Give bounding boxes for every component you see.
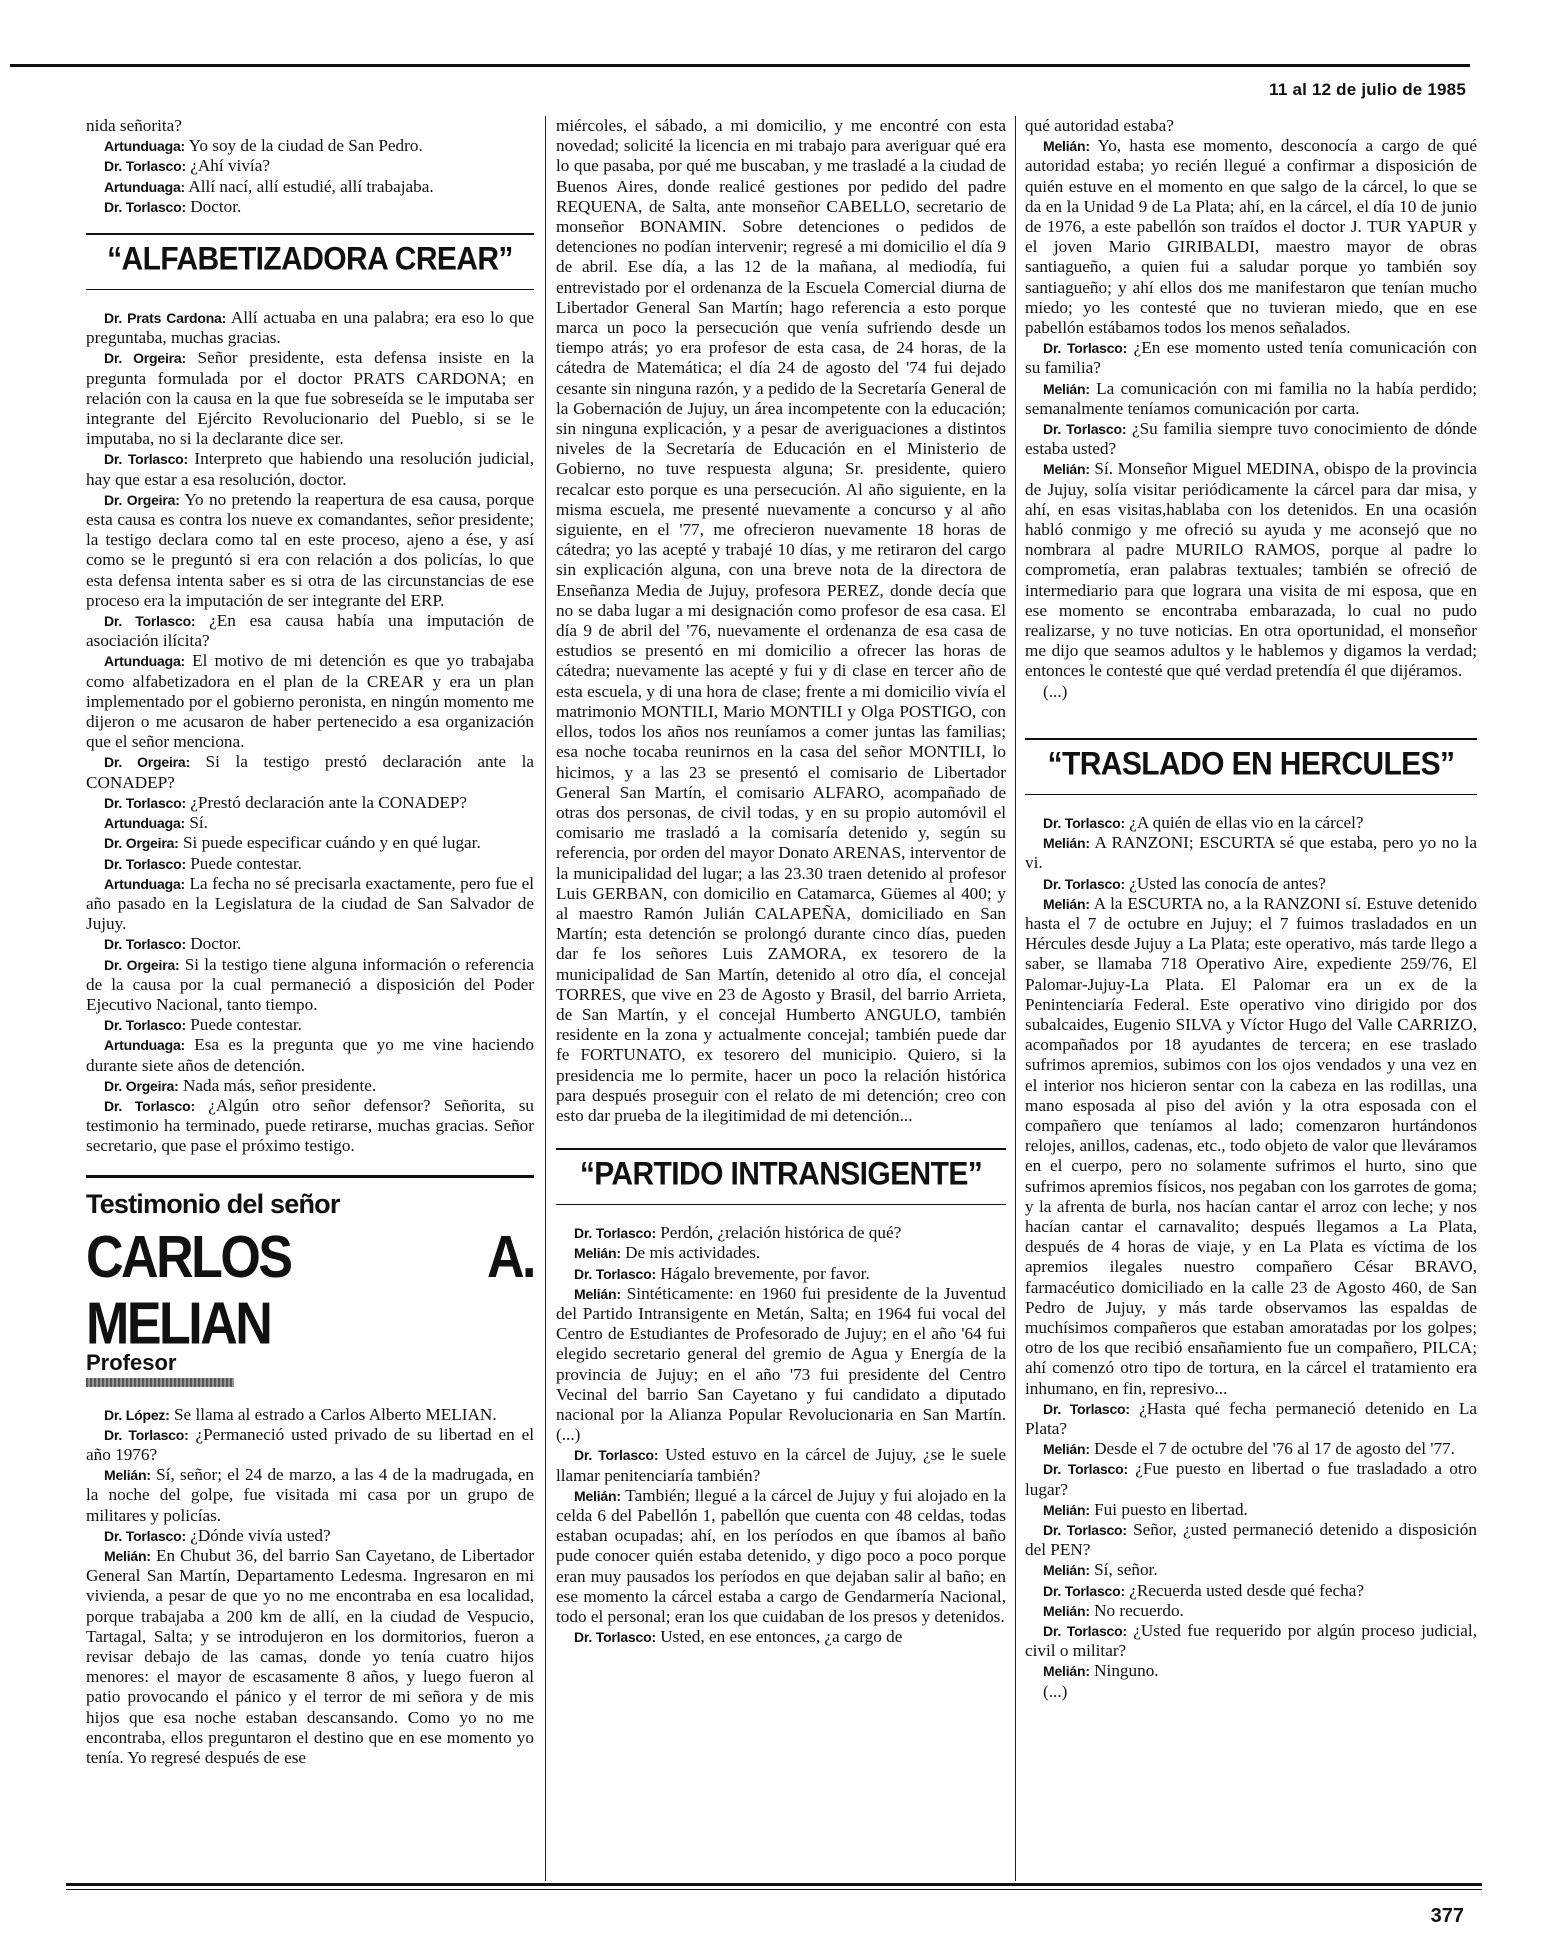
paragraph-text: ¿Permaneció usted privado de su libertad en el año 1976?: [86, 1424, 534, 1464]
speaker-name: Dr. Torlasco:: [104, 198, 186, 215]
paragraph: [86, 1425, 534, 1465]
section-header: [556, 1148, 1006, 1205]
paragraph-text: ¿Prestó declaración ante la CONADEP?: [185, 792, 468, 812]
paragraph-text: De mis actividades.: [620, 1243, 761, 1263]
paragraph-text: En Chubut 36, del barrio San Cayetano, de Libertador General San Martín, Departamento Ledesma. Ingresaron en mi vivienda, a pesar de que yo no me encontraba en esa localidad, porque trabajaba a 200 km de allí, en la ciudad de Vespucio, Tartagal, Salta; y se introdujeron en los dormitorios, fueron a revisar debajo de las camas, donde yo tenía cuatro hijos menores: el mayor de escasamente 8 años, y luego fueron al patio provocando el pánico y el terror de mi señora y de mis hijos que esa noche estaban descansando. Como yo no me encontraba, ellos preguntaron el destino que en ese momento yo tenía. Yo regresé después de ese: [86, 1545, 534, 1767]
paragraph: [86, 490, 534, 611]
header-date: 11 al 12 de julio de 1985: [1269, 80, 1466, 99]
testimony-role: Profesor: [86, 1349, 177, 1375]
speaker-name: Dr. Orgeira:: [104, 754, 190, 771]
paragraph-text: ¿En ese momento usted tenía comunicación con su familia?: [1025, 338, 1477, 378]
paragraph-text: Fui puesto en libertad.: [1089, 1499, 1248, 1519]
paragraph-text: Hágalo brevemente, por favor.: [655, 1263, 870, 1283]
paragraph: [556, 1445, 1006, 1485]
paragraph-text: Ninguno.: [1089, 1661, 1159, 1681]
paragraph: [1025, 874, 1477, 894]
paragraph-text: La comunicación con mi familia no la había perdido; semanalmente teníamos comunicación por carta.: [1025, 378, 1477, 418]
paragraph-text: Interpreto que habiendo una resolución judicial, hay que estar a esa resolución, doctor.: [86, 449, 534, 489]
decorative-bar: [86, 1378, 234, 1387]
paragraph-text: Usted, en ese entonces, ¿a cargo de: [655, 1627, 903, 1647]
speaker-name: Melián:: [1043, 1441, 1090, 1458]
dialogue-block: [86, 308, 534, 1157]
testimony-header: [86, 1175, 534, 1387]
speaker-name: Melián:: [574, 1285, 621, 1302]
paragraph: [86, 1035, 534, 1075]
paragraph-text: Sí.: [185, 813, 208, 833]
paragraph: [1025, 813, 1477, 833]
paragraph: [1025, 459, 1477, 681]
paragraph: [86, 934, 534, 954]
bottom-rule-thin: [66, 1889, 1482, 1890]
paragraph-text: Puede contestar.: [185, 1015, 302, 1035]
narrative-block: [556, 116, 1006, 1126]
column-1: [86, 116, 534, 1768]
speaker-name: Melián:: [1043, 895, 1090, 912]
paragraph: [1025, 1459, 1477, 1499]
speaker-name: Dr. Torlasco:: [104, 794, 186, 811]
paragraph-text: qué autoridad estaba?: [1025, 116, 1174, 135]
speaker-name: Artunduaga:: [104, 178, 186, 195]
paragraph-text: Yo, hasta ese momento, desconocía a cargo de qué autoridad estaba; yo recién llegué a confirmar a disposición de quién estuve en el momento en que salgo de la cárcel, lo que se da en la Unidad 9 de La Plata; ahí, en la cárcel, el día 10 de junio de 1976, a este pabellón son traídos el doctor J. TUR YAPUR y el joven Mario GIRIBALDI, maestro mayor de obras santiagueño, a quien fui a saludar porque yo también soy santiagueño; y ahí ellos dos me manifestaron que tenían mucho miedo; yo les contesté que no tuvieran miedo, que en ese pabellón estábamos todos los menos señalados.: [1025, 136, 1477, 338]
speaker-name: Melián:: [574, 1245, 621, 1262]
speaker-name: Dr. Torlasco:: [574, 1629, 656, 1646]
paragraph: [86, 1546, 534, 1768]
paragraph: [86, 813, 534, 833]
paragraph: [556, 116, 1006, 1126]
paragraph: [86, 1405, 534, 1425]
paragraph-text: Doctor.: [185, 196, 242, 216]
paragraph: [1025, 1661, 1477, 1681]
paragraph-text: A la ESCURTA no, a la RANZONI sí. Estuve detenido hasta el 7 de octubre en Jujuy; el 7 fuimos trasladados en un Hércules desde Jujuy a La Plata; este operativo, más tarde llego a saber, se llamaba 718 Operativo Aire, expediente 259/76, El Palomar-Jujuy-La Plata. El Palomar era un ex de la Penintenciaría Federal. Este operativo vino dirigido por dos subalcaides, Eugenio SILVA y Víctor Hugo del Valle CARRIZO, acompañados por 18 ayudantes de tercera; en ese traslado sufrimos apremios, subimos con los ojos vendados y una vez en el interior nos hicieron sentar con la cabeza en las rodillas, una mano esposada al piso del avión y la otra esposada con el compañero que teníamos al lado; comenzaron hurtándonos relojes, anillos, cadenas, etc., todo objeto de valor que lleváramos en el cuerpo, pero no solamente sufrimos el hurto, sino que sufrimos apremios físicos, nos pegaban con los garrotes de goma; y la afrenta de burla, nos hacían cantar el arroz con leche; y nos hacían cantar el carnavalito; después llegamos a La Plata, después de 4 horas de viaje, y en La Plata es víctima de los apremios ilegales nuestro compañero César BRAVO, farmacéutico domiciliado en la calle 23 de Agosto 460, de San Pedro de Jujuy, y más tarde observamos las espaldas de muchísimos compañeros que estaban amoratadas por los golpes; otro de los que recibió ensañamiento fue un compañero, PILCA; ahí comenzó otro tipo de tortura, en la cárcel el tratamiento era inhumano, en fin, represivo...: [1025, 893, 1477, 1398]
speaker-name: Dr. Torlasco:: [104, 1017, 186, 1034]
bottom-rule: [66, 1883, 1482, 1886]
paragraph: [86, 156, 534, 176]
speaker-name: Melián:: [1043, 835, 1090, 852]
paragraph-text: ¿Hasta qué fecha permaneció detenido en La Plata?: [1025, 1398, 1477, 1438]
section-title: “PARTIDO INTRANSIGENTE”: [579, 1156, 983, 1193]
speaker-name: Dr. Torlasco:: [1043, 814, 1125, 831]
paragraph-text: ¿Algún otro señor defensor? Señorita, su testimonio ha terminado, puede retirarse, muchas gracias. Señor secretario, que pase el próximo testigo.: [86, 1095, 534, 1156]
paragraph: [1025, 116, 1477, 136]
speaker-name: Melián:: [1043, 1602, 1090, 1619]
speaker-name: Dr. Torlasco:: [1043, 1461, 1128, 1478]
speaker-name: Dr. Torlasco:: [104, 1097, 195, 1114]
paragraph-text: Si puede especificar cuándo y en qué lugar.: [178, 833, 481, 853]
paragraph-text: Puede contestar.: [185, 853, 302, 873]
section-title: “TRASLADO EN HERCULES”: [1047, 746, 1455, 783]
speaker-name: Dr. Torlasco:: [104, 613, 196, 630]
speaker-name: Dr. Orgeira:: [104, 350, 186, 367]
paragraph-text: Sí. Monseñor Miguel MEDINA, obispo de la provincia de Jujuy, solía visitar periódicamente la cárcel para dar misa, y ahí, en esas visitas,hablaba con los detenidos. En una ocasión habló conmigo y me ofreció su ayuda y me aconsejó que no nombrara al padre MURILO RAMOS, porque al padre lo comprometía, eran palabras textuales; también se ofreció de intermediario para que lograra una visita de mi esposa, que en ese momento se encontraba embarazada, lo cual no pudo realizarse, y no tuve noticias. En otra oportunidad, el monseñor me dijo que seamos adultos y le hablemos y digamos la verdad; entonces le contesté que qué verdad pretendía él que dijéramos.: [1025, 459, 1477, 681]
paragraph-text: ¿Usted las conocía de antes?: [1124, 873, 1326, 893]
speaker-name: Melián:: [574, 1487, 621, 1504]
speaker-name: Dr. Torlasco:: [574, 1225, 656, 1242]
paragraph-text: ¿Su familia siempre tuvo conocimiento de dónde estaba usted?: [1025, 419, 1477, 459]
paragraph: [86, 854, 534, 874]
testimony-kicker: Testimonio del señor: [86, 1188, 340, 1219]
paragraph: [86, 833, 534, 853]
speaker-name: Dr. Torlasco:: [104, 1527, 186, 1544]
paragraph: [86, 1076, 534, 1096]
paragraph: [86, 136, 534, 156]
paragraph-text: El motivo de mi detención es que yo trabajaba como alfabetizadora en el plan de la CREAR y era un plan implementado por el gobierno peronista, en ningún momento me dijeron o me acusaron de haber pertenecido a esa organización que el señor menciona.: [86, 651, 534, 752]
paragraph: [86, 197, 534, 217]
paragraph: [1025, 1560, 1477, 1580]
dialogue-block: [1025, 116, 1477, 682]
paragraph: [86, 1526, 534, 1546]
speaker-name: Artunduaga:: [104, 138, 186, 155]
paragraph: [1025, 1621, 1477, 1661]
paragraph-text: Sintéticamente: en 1960 fui presidente de la Juventud del Partido Intransigente en Metán, Salta; en 1964 fui vocal del Centro de Estudiantes de Profesorado de Jujuy; en el año '64 fui elegido secretario general del gremio de Agua y Energía de la provincia de Jujuy; en el año '73 fui presidente del Centro Vecinal del barrio San Cayetano y fui candidato a diputado nacional por la Alianza Popular Revolucionaria en San Martín.(...): [556, 1283, 1006, 1445]
paragraph-text: Yo no pretendo la reapertura de esa causa, porque esta causa es contra los nueve ex comandantes, señor presidente; la testigo declara como tal en este proceso, ajeno a ése, y así como se le preguntó si era con relación a dos policías, lo que esta defensa intenta saber es si otra de las circunstancias de ese proceso era la imputación de ser integrante del ERP.: [86, 489, 534, 610]
paragraph-text: Si la testigo tiene alguna información o referencia de la causa por la cual permaneció a disposición del Poder Ejecutivo Nacional, tanto tiempo.: [86, 954, 534, 1014]
speaker-name: Dr. Orgeira:: [104, 835, 179, 852]
speaker-name: Dr. Torlasco:: [1043, 1582, 1125, 1599]
dialogue-block: [1025, 813, 1477, 1682]
top-rule: [10, 64, 1470, 67]
ellipsis: (...): [1043, 1681, 1068, 1701]
speaker-name: Artunduaga:: [104, 815, 186, 832]
paragraph-text: Si la testigo prestó declaración ante la CONADEP?: [86, 752, 534, 792]
paragraph: [86, 1015, 534, 1035]
paragraph: [1025, 379, 1477, 419]
paragraph: [1025, 894, 1477, 1399]
paragraph: [1025, 1581, 1477, 1601]
paragraph-text: ¿Ahí vivía?: [185, 156, 270, 176]
column-3: [1025, 116, 1477, 1702]
speaker-name: Dr. Prats Cardona:: [104, 310, 227, 327]
paragraph: [86, 752, 534, 792]
section-header: [86, 233, 534, 290]
paragraph-text: Doctor.: [185, 934, 242, 954]
speaker-name: Melián:: [104, 1467, 151, 1484]
speaker-name: Dr. Torlasco:: [104, 451, 189, 468]
paragraph-text: A RANZONI; ESCURTA sé que estaba, pero yo no la vi.: [1025, 833, 1477, 873]
paragraph-text: ¿En esa causa había una imputación de asociación ilícita?: [86, 611, 534, 651]
ellipsis: (...): [1043, 681, 1068, 701]
speaker-name: Melián:: [1043, 1663, 1090, 1680]
paragraph: [86, 177, 534, 197]
speaker-name: Dr. Torlasco:: [104, 158, 186, 175]
paragraph: [86, 308, 534, 348]
paragraph: [1025, 1399, 1477, 1439]
speaker-name: Artunduaga:: [104, 875, 186, 892]
speaker-name: Dr. Torlasco:: [104, 1426, 189, 1443]
speaker-name: Dr. López:: [104, 1406, 170, 1423]
speaker-name: Dr. Torlasco:: [1043, 340, 1128, 357]
paragraph-text: Usted estuvo en la cárcel de Jujuy, ¿se le suele llamar penitenciaría también?: [556, 1445, 1006, 1485]
column-divider-1: [545, 116, 546, 1881]
paragraph: [556, 1243, 1006, 1263]
paragraph: [86, 1096, 534, 1157]
paragraph: [556, 1284, 1006, 1446]
paragraph: [556, 1264, 1006, 1284]
paragraph: [86, 1465, 534, 1526]
section-title: “ALFABETIZADORA CREAR”: [107, 241, 513, 278]
paragraph-text: miércoles, el sábado, a mi domicilio, y me encontré con esta novedad; solicité la licencia en mi trabajo para averiguar qué era lo que pasaba, por qué me buscaban, y me trasladé a la ciudad de Buenos Aires, donde realicé gestiones por pedido del padre REQUENA, de Salta, ante monseñor CABELLO, secretario de monseñor BONAMIN. Sobre detenciones o pedidos de detenciones no podían intervenir; regresé a mi domicilio el día 9 de abril. Ese día, a las 12 de la mañana, al mediodía, fui entrevistado por el ordenanza de la Escuela Comercial diurna de Libertador General San Martín; hago referencia a esto porque marca un poco la persecución que venía sufriendo desde un tiempo atrás; yo era profesor de esta casa, de 24 horas, de la cátedra de Matemática; el día 24 de agosto del '74 fui dejado cesante sin ninguna razón, y a pedido de la Secretaría General de la Gobernación de Jujuy, un área incompetente con la educación; sin ninguna explicación, y a pesar de averiguaciones a distintos niveles de la Secretaría de Educación en el Ministerio de Gobierno, no tuve respuesta alguna; Sr. presidente, quiero recalcar esto porque es una persecución. Al año siguiente, en la misma escuela, me presenté nuevamente a concurso y al año siguiente, en el '77, me ofrecieron nuevamente 18 horas de cátedra; yo las acepté y trabajé 10 días, y me retiraron del cargo sin explicación alguna, con una breve nota de la directora de Enseñanza Media de Jujuy, profesora PEREZ, donde decía que no se daba lugar a mi designación como profesor de esa casa. El día 9 de abril del '76, nuevamente el ordenanza de esa casa de estudios se presentó en mi domicilio a ofrecer las horas de cátedra; nuevamente las acepté y fui y di clase en tercer año de esta escuela, y di una hora de clase; frente a mi domicilio vivía el matrimonio MONTILI, Mario MONTILI y Olga POSTIGO, con ellos, todos los años nos reuníamos a comer juntas las familias; esa noche tocaba reunirnos en la casa del señor MONTILI, lo hicimos, y a las 23 se presentó el comisario de Libertador General San Martín, el comisario ALFARO, acompañado de otras dos personas, de civil todas, y en su propio automóvil el comisario me trasladó a la comisaría detenido y, según su referencia, por orden del mayor Donato ARENAS, interventor de la municipalidad del lugar; a las 23.30 traen detenido al profesor Luis GERBAN, con domicilio en Catamarca, Güemes al 400; y al maestro Ramón Julián CALAPEÑA, domiciliado en San Martín; esta detención se prolongó durante cinco días, pueden dar fe los señores Luis ZAMORA, ex tesorero de la municipalidad de San Martín, detenido al otro día, el concejal TORRES, que vive en 23 de Agosto y Brasil, del barrio Arrieta, de San Martín, y el concejal Humberto ANGULO, también residente en la zona y actualmente concejal; también puede dar fe FORTUNATO, ex tesorero del municipio. Quiero, si la presidencia me lo permite, hacer un poco la relación histórica para después proseguir con el relato de mi detención; creo con esto dar prueba de la ilegitimidad de mi detención...: [556, 116, 1006, 1125]
paragraph: [1025, 1500, 1477, 1520]
speaker-name: Melián:: [1043, 1562, 1090, 1579]
paragraph: [86, 651, 534, 752]
speaker-name: Dr. Torlasco:: [104, 936, 186, 953]
column-2: [556, 116, 1006, 1647]
paragraph: [86, 611, 534, 651]
paragraph-text: ¿Fue puesto en libertad o fue trasladado a otro lugar?: [1025, 1459, 1477, 1499]
speaker-name: Dr. Torlasco:: [574, 1265, 656, 1282]
paragraph: [556, 1223, 1006, 1243]
speaker-name: Melián:: [1043, 138, 1090, 155]
speaker-name: Dr. Torlasco:: [574, 1447, 659, 1464]
paragraph-text: Desde el 7 de octubre del '76 al 17 de agosto del '77.: [1089, 1439, 1455, 1459]
speaker-name: Melián:: [1043, 380, 1090, 397]
speaker-name: Dr. Torlasco:: [1043, 421, 1127, 438]
paragraph-text: Yo soy de la ciudad de San Pedro.: [185, 136, 423, 156]
speaker-name: Dr. Orgeira:: [104, 491, 180, 508]
speaker-name: Artunduaga:: [104, 1037, 186, 1054]
paragraph-text: ¿Usted fue requerido por algún proceso judicial, civil o militar?: [1025, 1621, 1477, 1661]
paragraph-text: ¿Recuerda usted desde qué fecha?: [1124, 1580, 1365, 1600]
paragraph: [1025, 1520, 1477, 1560]
speaker-name: Dr. Torlasco:: [104, 855, 186, 872]
dialogue-block: [556, 1223, 1006, 1647]
paragraph: [1025, 1439, 1477, 1459]
paragraph-text: La fecha no sé precisarla exactamente, pero fue el año pasado en la Legislatura de la ciudad de San Salvador de Jujuy.: [86, 873, 534, 934]
column-divider-2: [1015, 116, 1016, 1881]
paragraph-text: Esa es la pregunta que yo me vine haciendo durante siete años de detención.: [86, 1035, 534, 1075]
paragraph-text: nida señorita?: [86, 116, 182, 135]
speaker-name: Dr. Torlasco:: [1043, 1522, 1127, 1538]
paragraph-text: Allí nací, allí estudié, allí trabajaba.: [185, 176, 434, 196]
paragraph-text: Se llama al estrado a Carlos Alberto MELIAN.: [169, 1404, 497, 1424]
speaker-name: Melián:: [1043, 1501, 1090, 1518]
paragraph: [86, 793, 534, 813]
paragraph: [86, 348, 534, 449]
paragraph-text: ¿Dónde vivía usted?: [185, 1525, 331, 1545]
speaker-name: Artunduaga:: [104, 653, 186, 670]
testimony-name: CARLOS A. MELIAN: [86, 1223, 534, 1357]
paragraph-text: Señor, ¿usted permaneció detenido a disposición del PEN?: [1025, 1520, 1477, 1560]
speaker-name: Dr. Orgeira:: [104, 956, 180, 973]
speaker-name: Melián:: [104, 1547, 151, 1564]
paragraph-text: Señor presidente, esta defensa insiste en la pregunta formulada por el doctor PRATS CARDONA; en relación con la causa en la que fue sobreseída se le imputaba ser integrante del Ejército Revolucionario del Pueblo, si se le imputaba, no si la declarante dice ser.: [86, 348, 534, 449]
paragraph: [1025, 338, 1477, 378]
paragraph-text: Sí, señor.: [1089, 1560, 1158, 1580]
paragraph: [1025, 419, 1477, 459]
intro-dialogue: [86, 116, 534, 217]
dialogue-block: [86, 1405, 534, 1769]
speaker-name: Melián:: [1043, 461, 1090, 478]
paragraph-text: Perdón, ¿relación histórica de qué?: [655, 1223, 902, 1243]
paragraph-text: Nada más, señor presidente.: [178, 1075, 377, 1095]
page-number: 377: [1430, 1905, 1464, 1927]
paragraph: [86, 874, 534, 935]
paragraph: [86, 449, 534, 489]
paragraph-text: No recuerdo.: [1089, 1600, 1184, 1620]
paragraph: [86, 116, 534, 136]
paragraph: [1025, 833, 1477, 873]
section-header: [1025, 738, 1477, 795]
paragraph-text: También; llegué a la cárcel de Jujuy y fui alojado en la celda 6 del Pabellón 1, pabellón que cuenta con 48 celdas, todas estaban ocupadas; ahí, en los períodos en que íbamos al baño pude conocer quién estaba detenido, y digo poco a poco porque eran muy pausados los períodos en que dejaban salir al baño; en ese momento la cárcel estaba a cargo de Gendarmería Nacional, todo el personal; eran los que cuidaban de los presos y detenidos.: [556, 1485, 1006, 1627]
speaker-name: Dr. Orgeira:: [104, 1077, 179, 1094]
paragraph: [1025, 1601, 1477, 1621]
speaker-name: Dr. Torlasco:: [1043, 875, 1125, 892]
speaker-name: Dr. Torlasco:: [1043, 1400, 1130, 1417]
paragraph: [1025, 136, 1477, 338]
paragraph: [556, 1627, 1006, 1647]
paragraph: [556, 1486, 1006, 1627]
paragraph-text: ¿A quién de ellas vio en la cárcel?: [1124, 812, 1364, 832]
paragraph: [86, 955, 534, 1016]
paragraph-text: Allí actuaba en una palabra; era eso lo que preguntaba, muchas gracias.: [86, 308, 535, 348]
paragraph-text: Sí, señor; el 24 de marzo, a las 4 de la madrugada, en la noche del golpe, fue visitada mi casa por un grupo de militares y policías.: [86, 1465, 534, 1525]
speaker-name: Dr. Torlasco:: [1043, 1623, 1127, 1640]
